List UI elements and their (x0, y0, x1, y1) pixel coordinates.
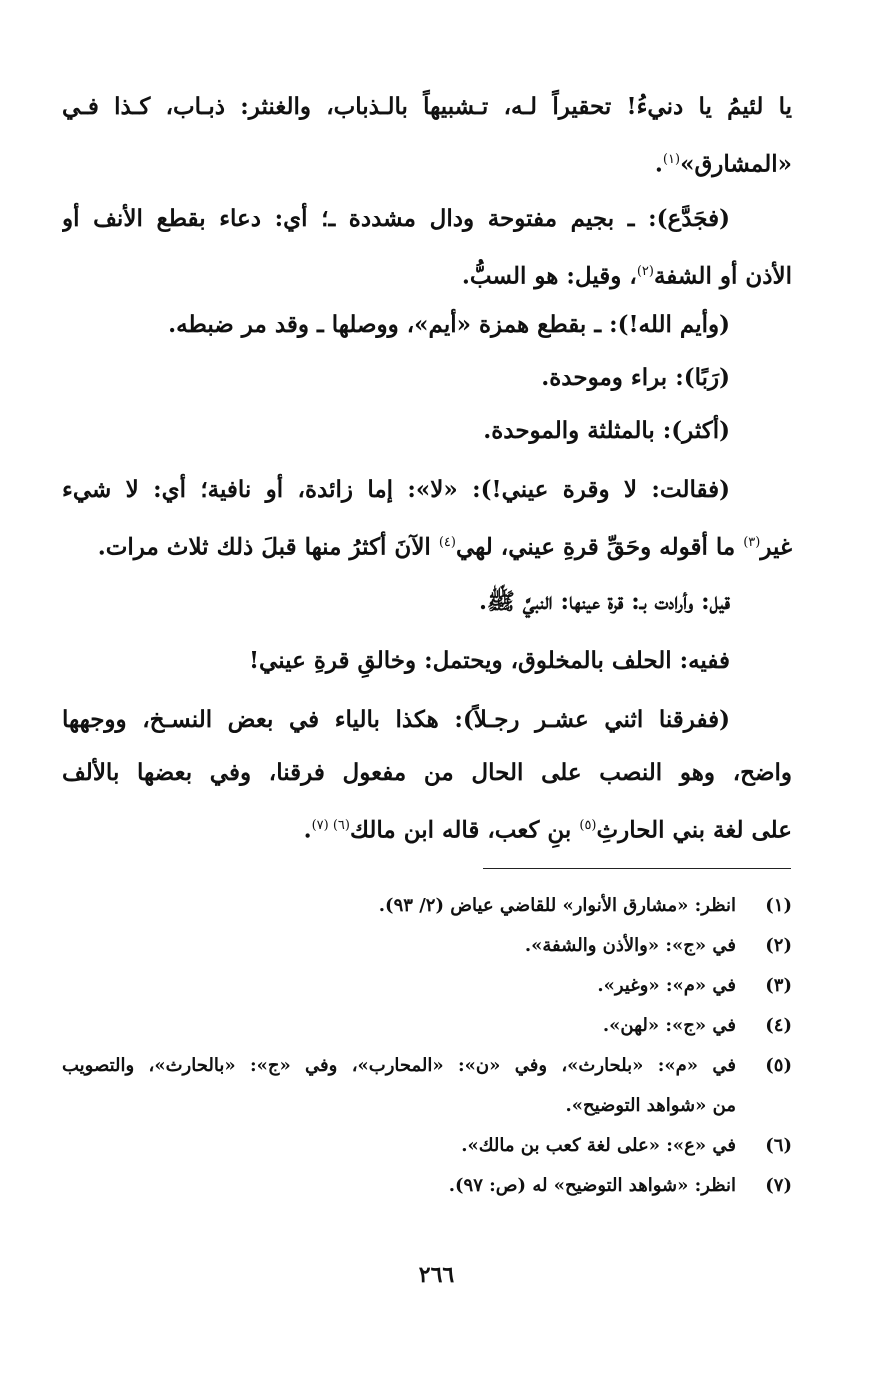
text-segment: ، وقيل: هو السبُّ. (461, 262, 637, 290)
text-line: (فقالت: لا وقرة عيني!): «لا»: إما زائدة، أو نافية؛ أي: لا شيء (62, 476, 730, 503)
footnote-number: (٤) (765, 1015, 792, 1036)
text-segment: بنِ كعب، قاله ابن مالك (349, 816, 580, 844)
footnote-text: انظر: «شواهد التوضيح» له (ص: ٩٧). (448, 1175, 736, 1196)
footnote-number: (٢) (765, 935, 792, 956)
footnote-separator (483, 868, 791, 869)
footnote-text: في «ج»: «لهن». (602, 1015, 736, 1036)
text-line: (ففرقنا اثني عشـر رجـلاً): هكذا بالياء في بعض النسـخ، ووجهها (62, 706, 730, 733)
footnote (62, 966, 792, 1006)
footnote-text: في «ج»: «والأذن والشفة». (524, 935, 736, 956)
footnote-ref[interactable]: (٣) (743, 535, 761, 550)
footnote-ref[interactable]: (٥) (579, 818, 597, 833)
text-line: (فجَدَّع): ـ بجيم مفتوحة ودال مشددة ـ؛ أي: دعاء بقطع الأنف أو (62, 205, 730, 232)
text-line: (رَبًا): براء وموحدة. (541, 364, 730, 391)
text-segment: . (654, 150, 663, 178)
footnote-number: (٥) (765, 1055, 792, 1076)
main-text (62, 80, 792, 852)
text-line: (وأيم الله!): ـ بقطع همزة «أيم»، ووصلها ـ وقد مر ضبطه. (168, 311, 730, 338)
text-segment: على لغة بني الحارثِ (596, 816, 792, 844)
text-segment: الآنَ أكثرُ منها قبلَ ذلك ثلاث مرات. (97, 533, 439, 561)
footnote (62, 1046, 792, 1126)
text-line (62, 245, 792, 298)
text-segment: ما أقوله وحَقِّ قرةِ عيني، لهي (455, 533, 744, 561)
footnote (62, 886, 792, 926)
footnote-number: (١) (765, 895, 792, 916)
footnote (62, 1006, 792, 1046)
footnote (62, 926, 792, 966)
footnotes (62, 886, 792, 1206)
footnote-number: (٧) (765, 1175, 792, 1196)
text-line (62, 133, 792, 186)
footnote-ref[interactable]: (١) (662, 152, 681, 167)
text-line: واضح، وهو النصب على الحال من مفعول فرقنا، وفي بعضها بالألف (62, 759, 792, 786)
text-segment: «المشارق» (680, 150, 792, 178)
text-line (62, 799, 792, 852)
text-line: قيل: وأرادت بـ: قرة عينها: النبيَّ ﷺ. (479, 588, 730, 615)
footnote-text: في «م»: «بلحارث»، وفي «ن»: «المحارب»، وفي «ج»: «بالحارث»، والتصويب (62, 1055, 736, 1076)
footnote-text-continued: من «شواهد التوضيح». (565, 1095, 736, 1116)
footnote-ref[interactable]: (٤) (438, 535, 456, 550)
text-line: ففيه: الحلف بالمخلوق، ويحتمل: وخالقِ قرةِ عيني! (248, 647, 730, 674)
footnote-number: (٦) (765, 1135, 792, 1156)
footnote-text: في «م»: «وغير». (597, 975, 736, 996)
page-number: ٢٦٦ (418, 1262, 455, 1288)
text-line (62, 516, 792, 569)
text-segment: غير (760, 533, 792, 561)
footnote-ref[interactable]: (٦) (٧) (311, 818, 350, 833)
footnote-number: (٣) (765, 975, 792, 996)
text-line: (أكثر): بالمثلثة والموحدة. (483, 417, 730, 444)
footnote-text: في «ع»: «على لغة كعب بن مالك». (461, 1135, 736, 1156)
text-line: يا لئيمُ يا دنيءُ! تحقيراً لـه، تـشبيهاً بالـذباب، والغنثر: ذبـاب، كـذا فـي (62, 93, 792, 120)
footnote-ref[interactable]: (٢) (636, 264, 654, 279)
footnote (62, 1126, 792, 1166)
text-segment: . (303, 816, 312, 844)
footnote-text: انظر: «مشارق الأنوار» للقاضي عياض (٢/ ٩٣). (378, 895, 736, 916)
footnote (62, 1166, 792, 1206)
text-segment: الأذن أو الشفة (653, 262, 792, 290)
